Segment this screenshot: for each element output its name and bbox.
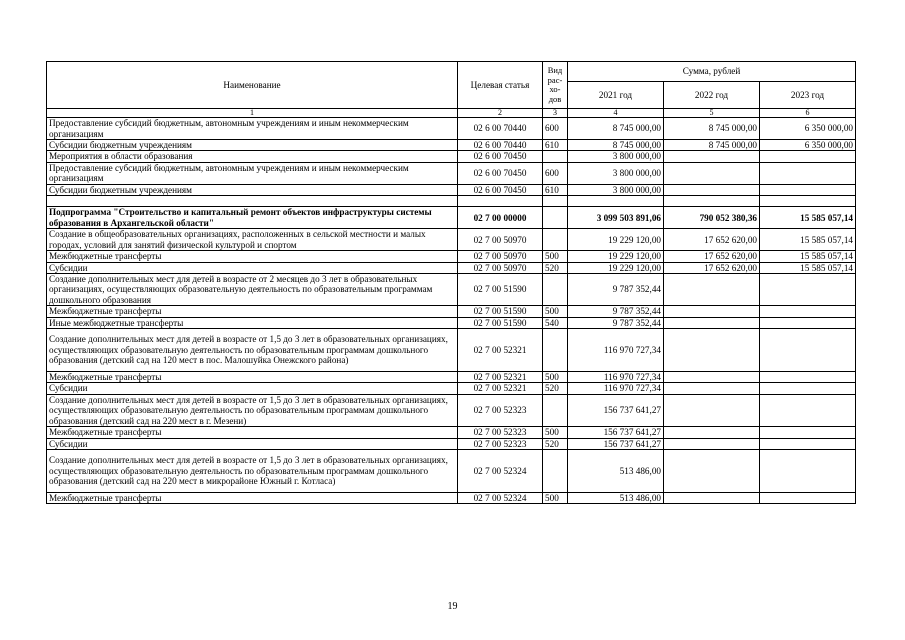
row-name: Субсидии: [47, 262, 458, 273]
row-type: [543, 274, 568, 306]
row-type: 500: [543, 427, 568, 438]
table-row: [47, 317, 856, 328]
table-row: [47, 372, 856, 383]
row-amount-2023: 6 350 000,00: [760, 118, 856, 140]
row-amount-2022: 8 745 000,00: [664, 140, 760, 151]
row-code: 02 7 00 00000: [458, 207, 543, 229]
row-amount-2023: [760, 162, 856, 184]
row-amount-2022: [664, 427, 760, 438]
empty-cell: [568, 196, 664, 207]
row-amount-2021: 19 229 120,00: [568, 251, 664, 262]
row-amount-2021: 9 787 352,44: [568, 306, 664, 317]
row-code: 02 7 00 52324: [458, 492, 543, 503]
table-row: [47, 162, 856, 184]
spacer-row: [47, 196, 856, 207]
row-name: Предоставление субсидий бюджетным, автономным учреждениям и иным некоммерческим организациям: [47, 162, 458, 184]
row-code: 02 7 00 51590: [458, 274, 543, 306]
row-amount-2021: 513 486,00: [568, 492, 664, 503]
column-number: 5: [664, 109, 760, 118]
row-type: 540: [543, 317, 568, 328]
row-amount-2023: 15 585 057,14: [760, 251, 856, 262]
row-amount-2021: 513 486,00: [568, 449, 664, 492]
column-number: 1: [47, 109, 458, 118]
column-number: 2: [458, 109, 543, 118]
row-amount-2022: [664, 306, 760, 317]
row-code: 02 6 00 70450: [458, 184, 543, 195]
row-type: [543, 394, 568, 426]
row-amount-2022: 790 052 380,36: [664, 207, 760, 229]
row-code: 02 7 00 50970: [458, 229, 543, 251]
row-name: Субсидии бюджетным учреждениям: [47, 140, 458, 151]
row-amount-2022: [664, 274, 760, 306]
table-row: [47, 438, 856, 449]
row-name: Иные межбюджетные трансферты: [47, 317, 458, 328]
row-amount-2023: [760, 427, 856, 438]
row-type: 600: [543, 162, 568, 184]
header-year-2023: 2023 год: [760, 82, 856, 109]
header-year-2021: 2021 год: [568, 82, 664, 109]
table-row-subprogram: [47, 207, 856, 229]
row-code: 02 7 00 51590: [458, 317, 543, 328]
row-amount-2022: [664, 449, 760, 492]
row-type: 500: [543, 306, 568, 317]
row-amount-2022: [664, 372, 760, 383]
row-name: Создание в общеобразовательных организациях, расположенных в сельской местности и малых городах, условий для занятий физической культурой и спортом: [47, 229, 458, 251]
row-amount-2022: [664, 329, 760, 372]
row-amount-2022: 17 652 620,00: [664, 229, 760, 251]
row-type: 520: [543, 438, 568, 449]
row-amount-2021: 116 970 727,34: [568, 329, 664, 372]
row-type: 500: [543, 492, 568, 503]
row-amount-2023: [760, 492, 856, 503]
row-amount-2023: 15 585 057,14: [760, 229, 856, 251]
row-code: 02 7 00 52323: [458, 394, 543, 426]
header-target-article: Целевая статья: [458, 62, 543, 109]
row-amount-2021: 8 745 000,00: [568, 118, 664, 140]
table-row: [47, 383, 856, 394]
table-row: [47, 229, 856, 251]
row-type: 520: [543, 383, 568, 394]
header-year-2022: 2022 год: [664, 82, 760, 109]
row-name: Субсидии бюджетным учреждениям: [47, 184, 458, 195]
row-amount-2021: 9 787 352,44: [568, 274, 664, 306]
row-type: 600: [543, 118, 568, 140]
header-name: Наименование: [47, 62, 458, 109]
row-amount-2021: 156 737 641,27: [568, 394, 664, 426]
row-code: 02 7 00 52321: [458, 372, 543, 383]
row-name: Субсидии: [47, 438, 458, 449]
row-code: 02 6 00 70440: [458, 118, 543, 140]
row-amount-2023: [760, 394, 856, 426]
empty-cell: [760, 196, 856, 207]
row-amount-2021: 19 229 120,00: [568, 229, 664, 251]
table-row: [47, 394, 856, 426]
row-amount-2023: [760, 306, 856, 317]
row-amount-2023: [760, 329, 856, 372]
table-row: [47, 427, 856, 438]
row-code: 02 6 00 70450: [458, 162, 543, 184]
row-amount-2021: 8 745 000,00: [568, 140, 664, 151]
row-amount-2022: [664, 317, 760, 328]
row-amount-2022: [664, 383, 760, 394]
table-row: [47, 449, 856, 492]
row-amount-2021: 116 970 727,34: [568, 383, 664, 394]
row-amount-2022: [664, 492, 760, 503]
empty-cell: [47, 196, 458, 207]
row-name: Межбюджетные трансферты: [47, 251, 458, 262]
row-amount-2023: [760, 438, 856, 449]
row-code: 02 6 00 70440: [458, 140, 543, 151]
row-code: 02 7 00 51590: [458, 306, 543, 317]
row-name: Межбюджетные трансферты: [47, 492, 458, 503]
row-name: Субсидии: [47, 383, 458, 394]
row-code: 02 7 00 50970: [458, 262, 543, 273]
row-code: 02 7 00 52323: [458, 427, 543, 438]
table-row: [47, 140, 856, 151]
row-name: Межбюджетные трансферты: [47, 306, 458, 317]
row-name: Создание дополнительных мест для детей в возрасте от 1,5 до 3 лет в образовательных организациях, осуществляющих образовательную деятельность по образовательным программам дошкольного образования (детский сад на 120 мест в пос. Малошуйка Онежского района): [47, 329, 458, 372]
row-amount-2022: [664, 438, 760, 449]
row-code: 02 7 00 50970: [458, 251, 543, 262]
row-name: Подпрограмма "Строительство и капитальный ремонт объектов инфраструктуры системы образования в Архангельской области": [47, 207, 458, 229]
row-type: 500: [543, 251, 568, 262]
table-row: [47, 151, 856, 162]
column-number: 6: [760, 109, 856, 118]
budget-table: [46, 61, 856, 504]
row-code: 02 7 00 52323: [458, 438, 543, 449]
row-type: 520: [543, 262, 568, 273]
row-name: Создание дополнительных мест для детей в возрасте от 1,5 до 3 лет в образовательных организациях, осуществляющих образовательную деятельность по образовательным программам дошкольного образования (детский сад на 220 мест в г. Мезени): [47, 394, 458, 426]
row-amount-2023: 15 585 057,14: [760, 262, 856, 273]
row-amount-2023: 15 585 057,14: [760, 207, 856, 229]
empty-cell: [543, 196, 568, 207]
table-row: [47, 262, 856, 273]
row-amount-2021: 9 787 352,44: [568, 317, 664, 328]
row-type: 610: [543, 184, 568, 195]
row-amount-2023: [760, 449, 856, 492]
column-number: 3: [543, 109, 568, 118]
row-code: 02 6 00 70450: [458, 151, 543, 162]
row-code: 02 7 00 52321: [458, 329, 543, 372]
row-name: Создание дополнительных мест для детей в возрасте от 2 месяцев до 3 лет в образовательных организациях, осуществляющих образовательную деятельность по образовательным программам дошкольного образования: [47, 274, 458, 306]
row-amount-2022: [664, 184, 760, 195]
row-amount-2021: 156 737 641,27: [568, 438, 664, 449]
row-amount-2022: 8 745 000,00: [664, 118, 760, 140]
row-name: Создание дополнительных мест для детей в возрасте от 1,5 до 3 лет в образовательных организациях, осуществляющих образовательную деятельность по образовательным программам дошкольного образования (детский сад на 220 мест в микрорайоне Южный г. Котласа): [47, 449, 458, 492]
row-amount-2021: 116 970 727,34: [568, 372, 664, 383]
row-code: 02 7 00 52321: [458, 383, 543, 394]
row-name: Межбюджетные трансферты: [47, 372, 458, 383]
row-amount-2021: 3 800 000,00: [568, 184, 664, 195]
column-number: 4: [568, 109, 664, 118]
row-amount-2021: 3 099 503 891,06: [568, 207, 664, 229]
row-type: [543, 207, 568, 229]
row-type: 500: [543, 372, 568, 383]
table-row: [47, 274, 856, 306]
row-amount-2022: 17 652 620,00: [664, 251, 760, 262]
row-name: Мероприятия в области образования: [47, 151, 458, 162]
table-row: [47, 184, 856, 195]
row-amount-2023: [760, 383, 856, 394]
row-amount-2023: [760, 274, 856, 306]
page-number: 19: [447, 601, 458, 612]
row-amount-2023: [760, 151, 856, 162]
row-name: Межбюджетные трансферты: [47, 427, 458, 438]
row-amount-2022: [664, 394, 760, 426]
table-row: [47, 118, 856, 140]
row-type: [543, 229, 568, 251]
row-amount-2023: [760, 184, 856, 195]
table-row: [47, 492, 856, 503]
table-row: [47, 306, 856, 317]
row-code: 02 7 00 52324: [458, 449, 543, 492]
empty-cell: [664, 196, 760, 207]
row-amount-2021: 19 229 120,00: [568, 262, 664, 273]
row-amount-2023: [760, 317, 856, 328]
row-amount-2023: [760, 372, 856, 383]
table-row: [47, 251, 856, 262]
row-amount-2022: [664, 151, 760, 162]
row-amount-2021: 3 800 000,00: [568, 162, 664, 184]
row-name: Предоставление субсидий бюджетным, автономным учреждениям и иным некоммерческим организациям: [47, 118, 458, 140]
row-amount-2022: 17 652 620,00: [664, 262, 760, 273]
row-amount-2021: 156 737 641,27: [568, 427, 664, 438]
row-type: [543, 329, 568, 372]
row-amount-2022: [664, 162, 760, 184]
empty-cell: [458, 196, 543, 207]
row-amount-2023: 6 350 000,00: [760, 140, 856, 151]
table-row: [47, 329, 856, 372]
row-type: [543, 151, 568, 162]
row-amount-2021: 3 800 000,00: [568, 151, 664, 162]
header-sum: Сумма, рублей: [568, 62, 856, 82]
row-type: 610: [543, 140, 568, 151]
row-type: [543, 449, 568, 492]
header-expense-type: Вид рас-хо-дов: [543, 62, 568, 109]
